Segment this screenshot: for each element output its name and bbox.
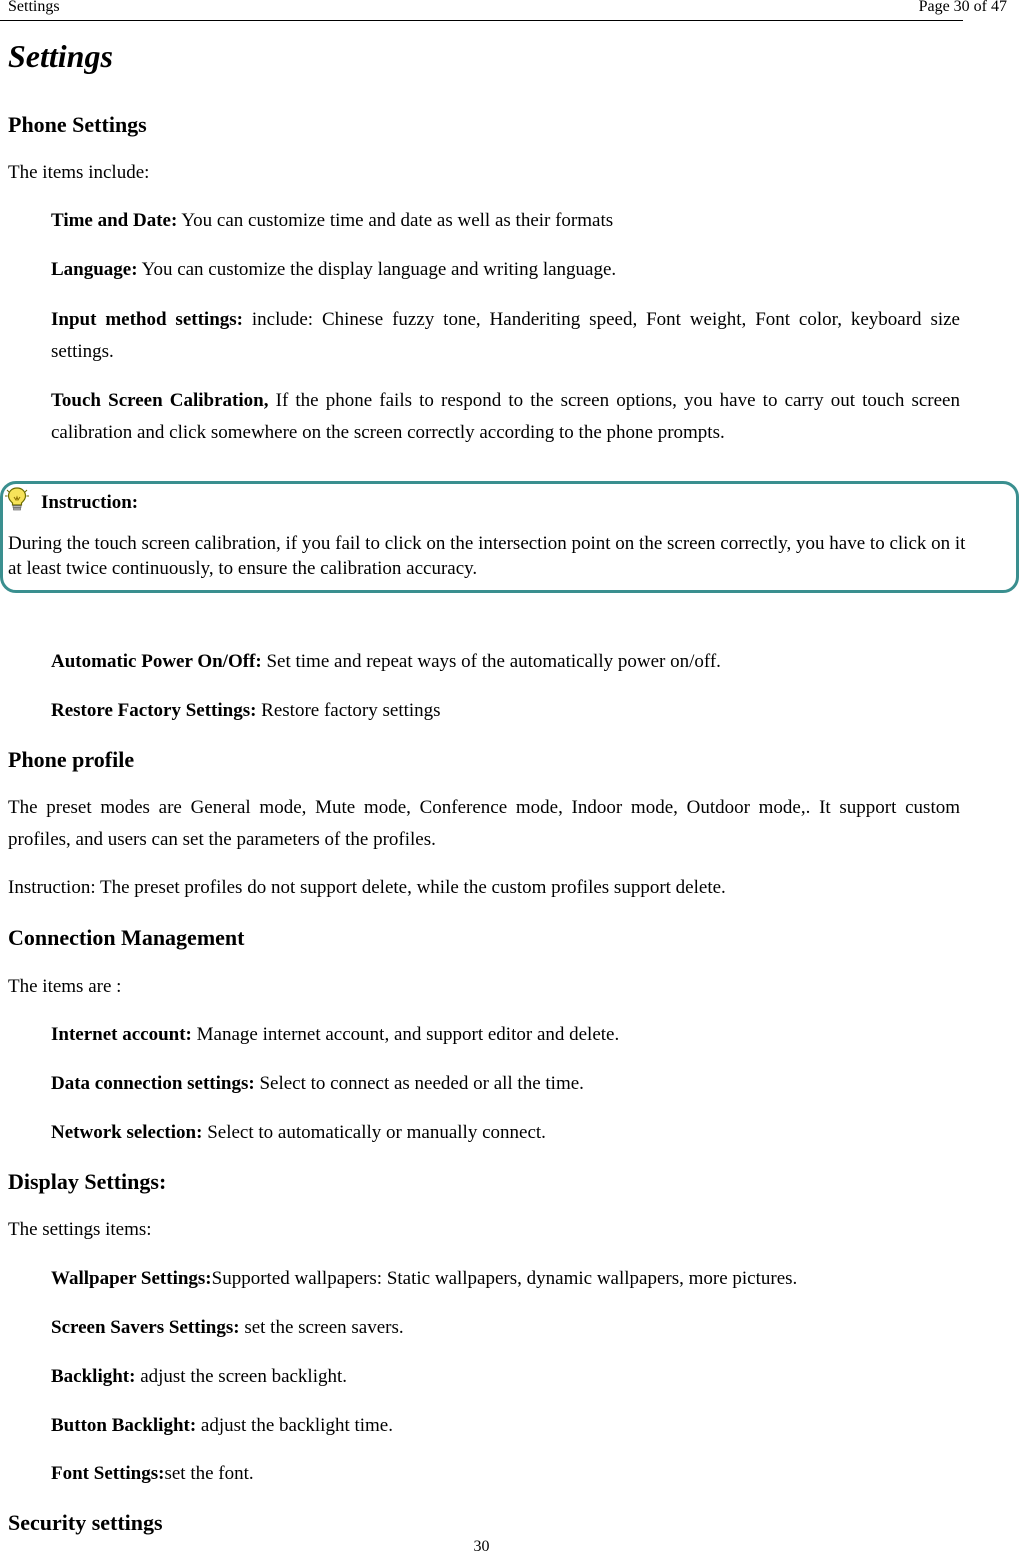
item-text: Select to connect as needed or all the time.: [254, 1073, 584, 1094]
list-item: [51, 1019, 960, 1051]
item-text: set the screen savers.: [239, 1317, 404, 1338]
item-text: Select to automatically or manually connect.: [202, 1122, 546, 1143]
item-label: Font Settings:: [51, 1463, 165, 1484]
list-item: [51, 1263, 960, 1295]
page-number: 30: [473, 1538, 490, 1555]
item-label: Time and Date:: [51, 210, 178, 231]
list-item: [51, 1312, 960, 1344]
item-label: Automatic Power On/Off:: [51, 651, 262, 672]
item-text: Set time and repeat ways of the automatically power on/off.: [261, 651, 721, 672]
item-text: set the font.: [164, 1463, 254, 1484]
item-label: Button Backlight:: [51, 1415, 197, 1436]
page-header: [0, 0, 1007, 21]
heading-phone-profile: Phone profile: [8, 747, 135, 772]
list-item: [51, 254, 960, 286]
item-label: Data connection settings:: [51, 1073, 255, 1094]
list-item: [51, 695, 960, 727]
item-label: Network selection:: [51, 1122, 203, 1143]
heading-phone-settings: Phone Settings: [8, 112, 147, 137]
item-label: Wallpaper Settings:: [51, 1268, 212, 1289]
item-label: Backlight:: [51, 1366, 136, 1387]
phone-profile-description: The preset modes are General mode, Mute mode, Conference mode, Indoor mode, Outdoor mode,. It support custom profiles, and users can set the parameters of the profiles.: [8, 797, 960, 850]
item-text: Manage internet account, and support editor and delete.: [191, 1024, 620, 1045]
item-label: Language:: [51, 259, 138, 280]
heading-security-settings: Security settings: [8, 1510, 163, 1535]
item-text: include: Chinese fuzzy tone, Handeriting speed, Font weight, Font color, keyboard size settings.: [51, 309, 960, 362]
item-label: Touch Screen Calibration,: [51, 390, 269, 411]
item-label: Restore Factory Settings:: [51, 700, 257, 721]
list-item: [51, 1458, 960, 1490]
page-title: Settings: [8, 38, 113, 74]
heading-connection-management: Connection Management: [8, 925, 245, 950]
phone-profile-instruction: Instruction: The preset profiles do not support delete, while the custom profiles support delete.: [8, 877, 726, 898]
phone-settings-intro: The items include:: [8, 162, 150, 183]
item-text: adjust the screen backlight.: [135, 1366, 348, 1387]
list-item: [51, 1361, 960, 1393]
list-item: [51, 205, 960, 237]
item-text: You can customize the display language and writing language.: [137, 259, 617, 280]
instruction-title: Instruction:: [41, 492, 139, 513]
instruction-text: During the touch screen calibration, if you fail to click on the intersection point on the screen correctly, you have to click on it at least twice continuously, to ensure the calibration accuracy.: [8, 533, 966, 579]
list-item: [51, 1117, 960, 1149]
item-text: You can customize time and date as well as their formats: [177, 210, 614, 231]
item-text: Restore factory settings: [256, 700, 441, 721]
list-item: [51, 385, 960, 449]
header-section-title: Settings: [8, 0, 60, 15]
list-item: [51, 1410, 960, 1442]
item-label: Internet account:: [51, 1024, 192, 1045]
list-item: [51, 646, 960, 678]
header-page-indicator: Page 30 of 47: [918, 0, 1007, 15]
item-text: Supported wallpapers: Static wallpapers, dynamic wallpapers, more pictures.: [211, 1268, 798, 1289]
connection-intro: The items are :: [8, 976, 122, 997]
item-label: Screen Savers Settings:: [51, 1317, 240, 1338]
lightbulb-icon: [4, 486, 30, 512]
display-intro: The settings items:: [8, 1219, 152, 1240]
item-text: If the phone fails to respond to the screen options, you have to carry out touch screen calibration and click somewhere on the screen correctly according to the phone prompts.: [51, 390, 960, 443]
heading-display-settings: Display Settings:: [8, 1169, 167, 1194]
item-text: adjust the backlight time.: [196, 1415, 393, 1436]
list-item: [51, 304, 960, 368]
item-label: Input method settings:: [51, 309, 243, 330]
list-item: [51, 1068, 960, 1100]
